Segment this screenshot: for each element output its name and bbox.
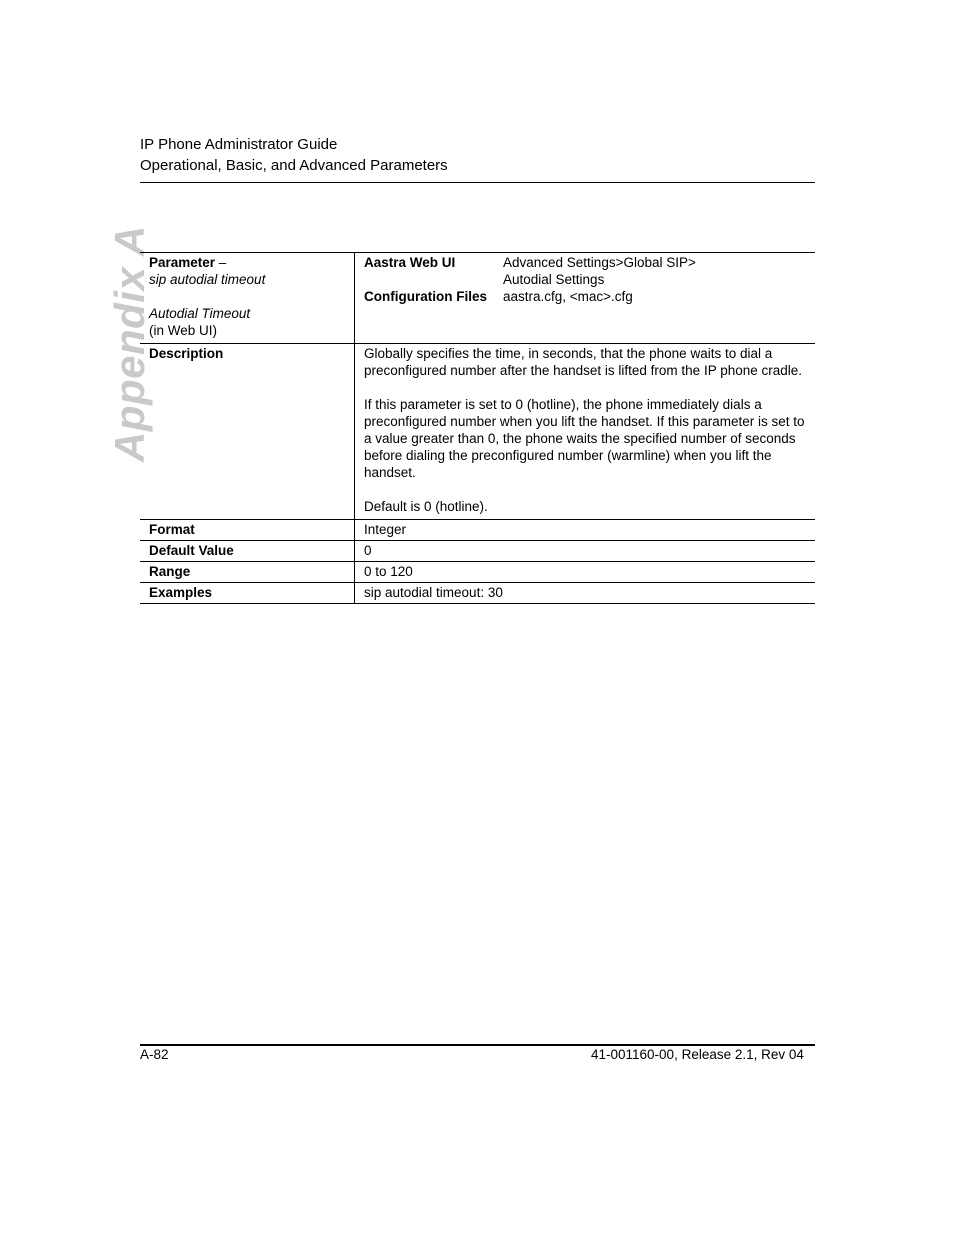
format-value: Integer (355, 520, 816, 541)
parameter-cell (140, 253, 355, 344)
web-ui-path-line-2: Autodial Settings (503, 272, 605, 287)
description-label: Description (140, 344, 355, 520)
footer-rule (140, 1044, 815, 1046)
format-row (140, 520, 815, 541)
footer-doc-id: 41-001160-00, Release 2.1, Rev 04 (591, 1047, 804, 1062)
default-value-label: Default Value (140, 541, 355, 562)
description-row (140, 344, 815, 520)
description-paragraph-3: Default is 0 (hotline). (364, 499, 488, 514)
examples-value: sip autodial timeout: 30 (355, 583, 816, 604)
parameter-table (140, 252, 815, 604)
parameter-dash: – (215, 255, 227, 270)
description-paragraph-2: If this parameter is set to 0 (hotline), the phone immediately dials a preconfigured number when you lift the handset. If this parameter is set to a value greater than 0, the phone waits the specified number of seconds before dialing the preconfigured number (warmline) when you lift the handset. (364, 397, 805, 480)
range-row (140, 562, 815, 583)
examples-row (140, 583, 815, 604)
locations-table (364, 254, 696, 305)
range-value: 0 to 120 (355, 562, 816, 583)
config-files-label: Configuration Files (364, 289, 487, 304)
parameter-label: Parameter (149, 255, 216, 270)
range-label: Range (140, 562, 355, 583)
header-title: IP Phone Administrator Guide (140, 136, 338, 153)
header-subtitle: Operational, Basic, and Advanced Parameters (140, 157, 448, 174)
parameter-locations-cell (355, 253, 816, 344)
parameter-row (140, 253, 815, 344)
web-ui-note: (in Web UI) (149, 323, 218, 338)
parameter-heading (149, 254, 345, 271)
description-cell (355, 344, 816, 520)
description-paragraph-1: Globally specifies the time, in seconds, that the phone waits to dial a preconfigured number after the handset is lifted from the IP phone cradle. (364, 346, 803, 378)
config-files-value: aastra.cfg, <mac>.cfg (503, 289, 633, 304)
web-ui-path-line-1: Advanced Settings>Global SIP> (503, 255, 696, 270)
default-value: 0 (355, 541, 816, 562)
format-label: Format (140, 520, 355, 541)
web-ui-name: Autodial Timeout (149, 306, 251, 321)
web-ui-path (503, 254, 696, 288)
footer-page-number: A-82 (140, 1047, 169, 1062)
default-value-row (140, 541, 815, 562)
appendix-side-tab: Appendix A (106, 225, 153, 462)
header-rule (140, 182, 815, 183)
parameter-name: sip autodial timeout (149, 272, 266, 287)
web-ui-label: Aastra Web UI (364, 255, 456, 270)
examples-label: Examples (140, 583, 355, 604)
